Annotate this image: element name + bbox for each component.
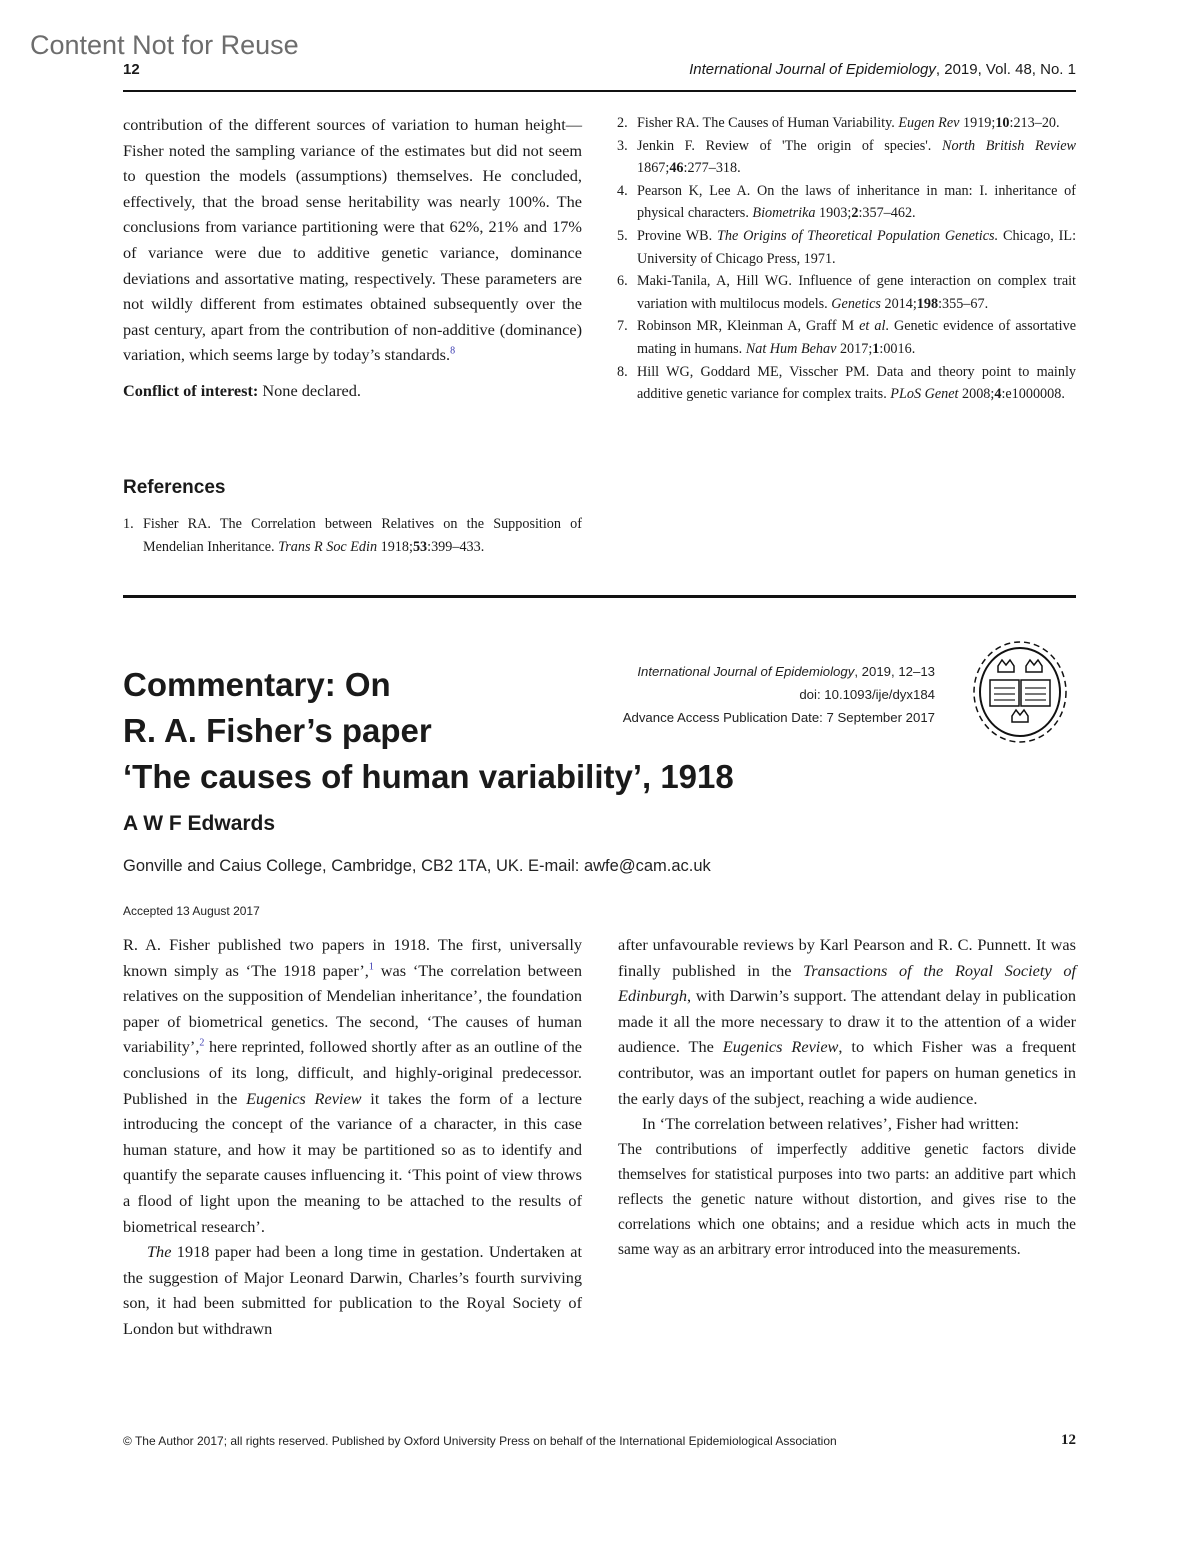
text-run: North British Review: [942, 137, 1076, 154]
paragraph: [618, 932, 1076, 1111]
text-run: Fisher RA. The Causes of Human Variability.: [637, 115, 899, 131]
text-run: Fisher RA. The Correlation between Relatives on the Supposition of Mendelian Inheritance.: [143, 516, 582, 555]
paragraph: [123, 112, 582, 368]
copyright-footer: © The Author 2017; all rights reserved. Published by Oxford University Press on behalf of the International Epidemiological Association: [123, 1434, 837, 1448]
prev-article-column: [123, 112, 582, 404]
paragraph: [618, 1111, 1076, 1137]
prev-article-text: [123, 112, 582, 368]
accepted-date: Accepted 13 August 2017: [123, 904, 260, 918]
reference-number: 4.: [617, 182, 628, 199]
text-run: :0016.: [879, 340, 916, 357]
title-line: ‘The causes of human variability’, 1918: [123, 758, 734, 795]
reference-item: [123, 513, 582, 558]
reference-text: [637, 135, 1076, 180]
text-run: Hill WG, Goddard ME, Visscher PM. Data and theory point to mainly additive genetic variance for complex traits.: [637, 363, 1076, 403]
block-quote: The contributions of imperfectly additive genetic factors divide themselves for statistical purposes into two parts: an additive part which reflects the genetic nature without distortion, and gives rise to the correlations which one obtains; and a residue which acts in much the same way as an arbitrary error introduced into the measurements.: [618, 1140, 1076, 1258]
text-run: 53: [412, 538, 428, 555]
text-run: et al: [859, 318, 886, 335]
text-run: 10: [995, 115, 1010, 131]
body-column-left: [123, 932, 582, 1342]
text-run: The Origins of Theoretical Population Genetics.: [717, 227, 999, 244]
text-run: contribution of the different sources of variation to human height—Fisher noted the sampling variance of the estimates but did not seem to question the models (assumptions) themselves. He concluded, effectively, that the broad sense heritability was nearly 100%. The conclusions from variance partitioning were that 62%, 21% and 17% of variance were due to additive genetic variance, dominance deviations and assortative mating, respectively. These parameters are not wildly different from estimates obtained subsequently over the past century, apart from the contribution of non-additive (dominance) variation, which seems large by today’s standards.: [123, 115, 582, 365]
reference-text: [637, 112, 1076, 135]
reference-number: 7.: [617, 318, 628, 335]
reference-item: [617, 225, 1076, 270]
text-run: 1918;: [377, 538, 413, 555]
references-list-right: [617, 112, 1076, 406]
reference-number: 1.: [123, 516, 134, 532]
article-metadata: [623, 660, 935, 729]
text-run: 1918 paper had been a long time in gestation. Undertaken at the suggestion of Major Leonard Darwin, Charles’s fourth surviving son, it had been submitted for publication to the Royal Society of London but withdrawn: [123, 1242, 582, 1338]
text-run: :355–67.: [938, 295, 989, 312]
text-run: Chicago, IL: University of Chicago Press, 1971.: [637, 227, 1077, 267]
reference-text: [637, 225, 1076, 270]
text-run: Robinson MR, Kleinman A, Graff M: [637, 318, 860, 335]
text-run: Pearson K, Lee A. On the laws of inheritance in man: I. inheritance of physical characters.: [637, 182, 1076, 222]
reference-item: [617, 315, 1076, 360]
text-run: Eugen Rev: [898, 115, 960, 131]
text-run: 1903;: [815, 205, 852, 222]
author-name: A W F Edwards: [123, 812, 276, 835]
text-run: :e1000008.: [1001, 386, 1065, 403]
reference-number: 6.: [617, 273, 628, 290]
paragraph: [123, 1239, 582, 1341]
text-run: :399–433.: [427, 538, 485, 555]
conflict-text: None declared.: [258, 380, 361, 400]
text-run: 1919;: [959, 115, 996, 131]
conflict-label: Conflict of interest:: [123, 380, 259, 400]
text-run: Nat Hum Behav: [745, 340, 837, 357]
text-run: , to which Fisher was a frequent contributor, was an important outlet for papers on human genetics in the early days of the subject, reaching a wide audience.: [618, 1037, 1076, 1108]
text-run: 1: [872, 340, 880, 357]
running-head: [689, 61, 1076, 78]
text-run: after unfavourable reviews by Karl Pearson and R. C. Punnett. It was finally published in the: [618, 935, 1076, 980]
watermark: Content Not for Reuse: [30, 30, 299, 60]
oup-logo-icon: [968, 636, 1072, 748]
citation-link[interactable]: 2: [199, 1037, 205, 1049]
references-heading: References: [123, 477, 226, 498]
author-affiliation: Gonville and Caius College, Cambridge, CB2 1TA, UK. E-mail: awfe@cam.ac.uk: [123, 857, 711, 875]
journal-pages: , 2019, 12–13: [854, 664, 935, 679]
reference-number: 8.: [617, 363, 628, 380]
doi: doi: 10.1093/ije/dyx184: [799, 687, 935, 702]
text-run: Genetics: [831, 295, 881, 312]
reference-text: [637, 270, 1076, 315]
paragraph: [123, 932, 582, 1239]
text-run: Jenkin F. Review of 'The origin of species'.: [637, 137, 942, 154]
reference-number: 2.: [617, 115, 628, 131]
title-line: Commentary: On: [123, 666, 391, 703]
reference-number: 3.: [617, 137, 628, 154]
text-run: Biometrika: [752, 205, 816, 222]
reference-item: [617, 112, 1076, 135]
text-run: Provine WB.: [637, 227, 718, 244]
text-run: Maki-Tanila, A, Hill WG. Influence of gene interaction on complex trait variation with multilocus models.: [637, 273, 1076, 312]
running-head-journal: International Journal of Epidemiology: [689, 61, 936, 78]
text-run: 4: [994, 386, 1002, 403]
reference-item: [617, 270, 1076, 315]
text-run: The: [147, 1242, 172, 1262]
text-run: :213–20.: [1009, 115, 1060, 131]
references-list-left: [123, 513, 582, 558]
header-rule: [123, 90, 1076, 92]
text-run: Eugenics Review: [246, 1088, 362, 1108]
text-run: :277–318.: [683, 160, 741, 177]
reference-item: [617, 180, 1076, 225]
citation-link[interactable]: 8: [450, 345, 456, 357]
citation-link[interactable]: 1: [368, 961, 374, 973]
conflict-statement: [123, 378, 582, 404]
reference-text: [637, 361, 1076, 406]
text-run: 46: [669, 160, 684, 177]
text-run: here reprinted, followed shortly after as an outline of the conclusions of its long, difficult, and highly-original predecessor. Published in the: [123, 1037, 582, 1108]
text-run: :357–462.: [858, 205, 916, 222]
journal-citation: [623, 660, 935, 683]
body-right-text: [618, 932, 1076, 1137]
text-run: 2008;: [958, 386, 995, 403]
text-run: 1867;: [637, 160, 670, 177]
text-run: Transactions of the Royal Society of Edinburgh: [618, 960, 1076, 1006]
text-run: was ‘The correlation between relatives on the supposition of Mendelian inheritance’, the foundation paper of biometrical genetics. The second, ‘The causes of human variability’,: [123, 960, 582, 1057]
reference-item: [617, 135, 1076, 180]
body-column-right: [618, 932, 1076, 1262]
text-run: PLoS Genet: [890, 386, 959, 403]
text-run: 198: [916, 295, 939, 312]
text-run: 2: [851, 205, 859, 222]
text-run: , with Darwin’s support. The attendant delay in publication made it all the more necessary to draw it to the attention of a wider audience. The: [618, 986, 1076, 1057]
reference-text: [637, 180, 1076, 225]
text-run: . Genetic evidence of assortative mating in humans.: [637, 318, 1077, 357]
reference-item: [617, 361, 1076, 406]
article-separator-rule: [123, 595, 1076, 598]
page-number: 12: [123, 61, 140, 78]
text-run: 2014;: [880, 295, 917, 312]
journal-name: International Journal of Epidemiology: [637, 664, 855, 679]
advance-access-date: Advance Access Publication Date: 7 September 2017: [622, 710, 935, 725]
reference-text: [143, 513, 582, 558]
text-run: Eugenics Review: [722, 1037, 839, 1057]
footer-page-number: 12: [1061, 1432, 1076, 1448]
reference-text: [637, 315, 1076, 360]
running-head-volume: , 2019, Vol. 48, No. 1: [935, 61, 1076, 78]
reference-number: 5.: [617, 227, 628, 244]
title-line: R. A. Fisher’s paper: [123, 712, 432, 749]
text-run: 2017;: [836, 340, 873, 357]
text-run: Trans R Soc Edin: [278, 538, 378, 555]
text-run: In ‘The correlation between relatives’, Fisher had written:: [642, 1114, 1020, 1134]
text-run: it takes the form of a lecture introducing the concept of the variance of a character, in this case human stature, and how it may be partitioned so as to identify and quantify the separate causes influencing it. ‘This point of view throws a flood of light upon the meaning to be attached to the results of biometrical research’.: [123, 1088, 582, 1236]
text-run: R. A. Fisher published two papers in 1918. The first, universally known simply as ‘The 1918 paper’,: [123, 935, 582, 980]
